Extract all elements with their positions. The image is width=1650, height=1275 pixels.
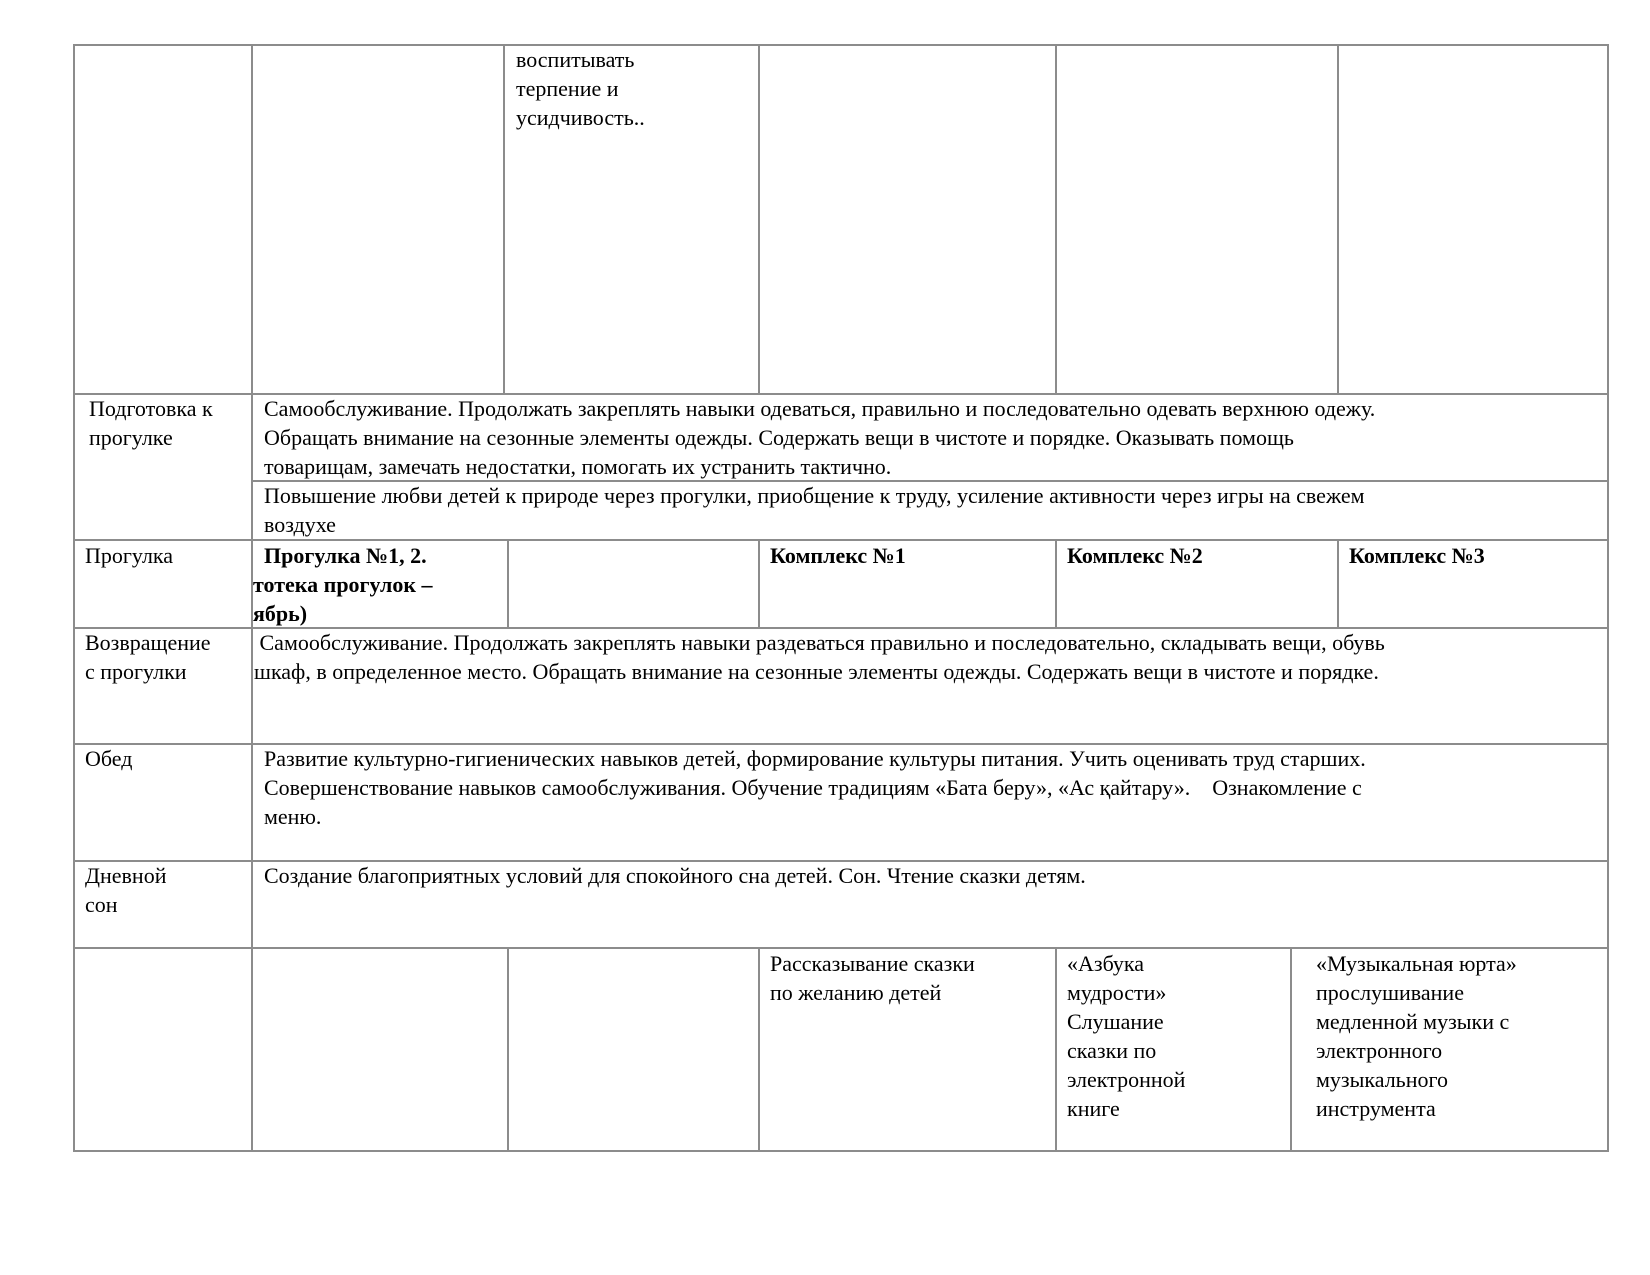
nap-text: Создание благоприятных условий для спокойного сна детей. Сон. Чтение сказки детям. [264, 863, 1086, 888]
walk-col2-line: Прогулка №1, 2. [264, 543, 427, 568]
walk-col2-text [253, 541, 433, 628]
prep-text-1: Самообслуживание. Продолжать закреплять навыки одеваться, правильно и последовательно одевать верхнюю одежу. Обращать внимание на сезонные элементы одежды. Содержать вещи в чистоте и порядке. Оказывать помощь товарищам, замечать недостатки, помогать их устранить тактично. [264, 396, 1376, 479]
walk-col2-line: тотека прогулок – [253, 572, 433, 597]
column-divider [507, 947, 509, 1152]
column-divider [1055, 44, 1057, 395]
lunch-label: Обед [85, 746, 133, 771]
walk-complex-2: Комплекс №2 [1067, 543, 1203, 568]
return-text: Самообслуживание. Продолжать закреплять навыки раздеваться правильно и последовательно, складывать вещи, обувь шкаф, в определенное место. Обращать внимание на сезонные элементы одежды. Содержать вещи в чистоте и порядке. [254, 630, 1385, 684]
column-divider [1290, 947, 1292, 1152]
column-divider [1055, 539, 1057, 629]
return-label: Возвращение с прогулки [85, 630, 211, 684]
table-border-left [73, 44, 75, 1152]
table-border-right [1607, 44, 1609, 1152]
cont-col3-text: воспитывать терпение и усидчивость.. [516, 47, 645, 130]
table-border-bottom [73, 1150, 1609, 1152]
last-col6-text: «Музыкальная юрта» прослушивание медленной музыки с электронного музыкального инструмента [1316, 951, 1517, 1121]
column-divider [503, 44, 505, 395]
column-divider [1055, 947, 1057, 1152]
walk-label: Прогулка [85, 543, 174, 568]
walk-complex-1: Комплекс №1 [770, 543, 906, 568]
column-divider [1337, 44, 1339, 395]
lunch-text: Развитие культурно-гигиенических навыков детей, формирование культуры питания. Учить оценивать труд старших. Совершенствование навыков самообслуживания. Обучение традициям «Бата беру», «Ас қайтару». Ознакомление с меню. [264, 746, 1366, 829]
column-divider [1337, 539, 1339, 629]
last-col5-text: «Азбука мудрости» Слушание сказки по электронной книге [1067, 951, 1186, 1121]
walk-col2-line: ябрь) [253, 601, 308, 626]
prep-label: Подготовка к прогулке [89, 396, 213, 450]
prep-text-2: Повышение любви детей к природе через прогулки, приобщение к труду, усиление активности через игры на свежем воздухе [264, 483, 1365, 537]
walk-complex-3: Комплекс №3 [1349, 543, 1485, 568]
column-divider [507, 539, 509, 629]
column-divider [758, 947, 760, 1152]
column-divider [758, 539, 760, 629]
nap-label: Дневной сон [85, 863, 167, 917]
last-col4-text: Рассказывание сказки по желанию детей [770, 951, 975, 1005]
table-border-top [73, 44, 1609, 46]
column-divider [758, 44, 760, 395]
walk-col2-cell [253, 540, 505, 628]
